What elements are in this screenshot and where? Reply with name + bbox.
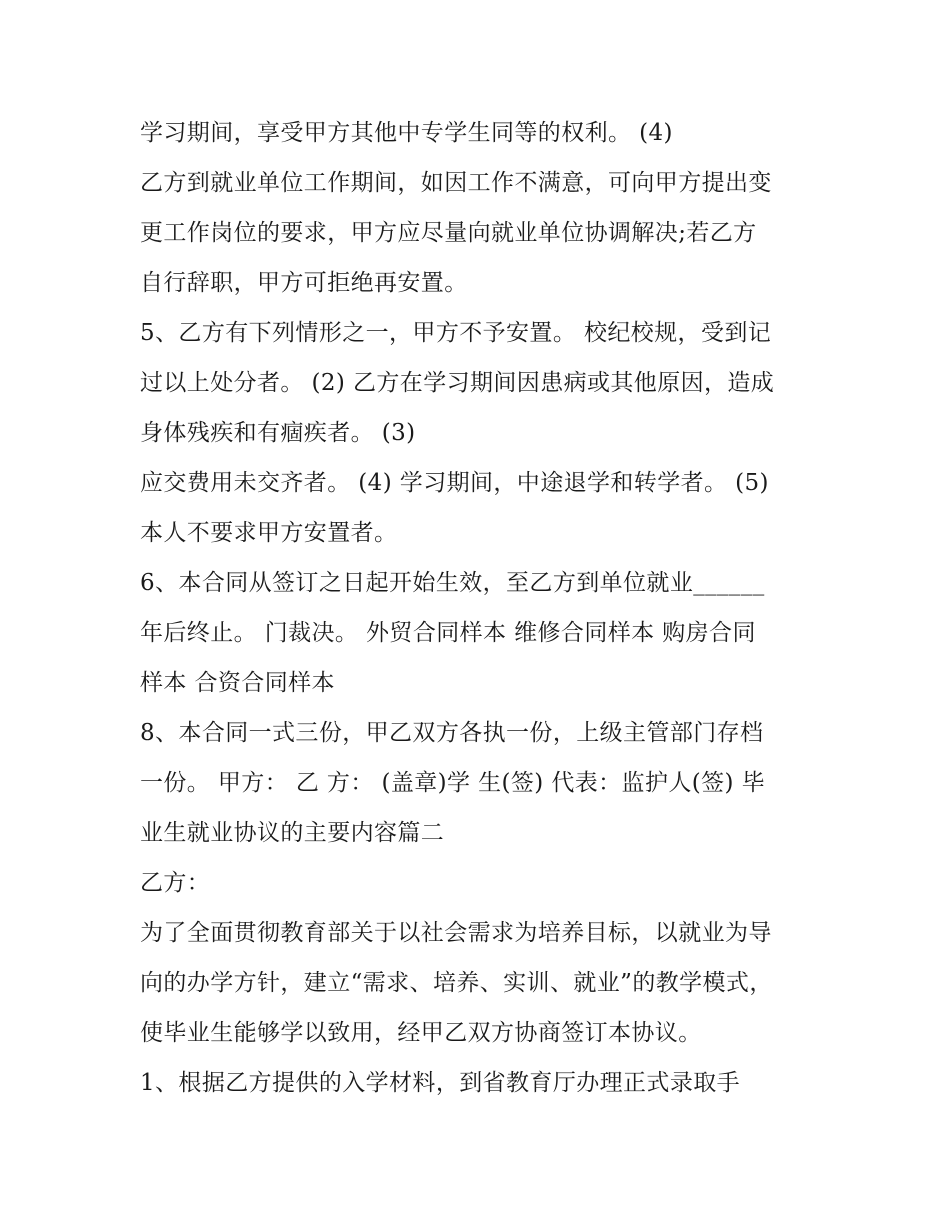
document-body [140,108,820,1108]
text-line: 乙方到就业单位工作期间，如因工作不满意，可向甲方提出变 [140,170,772,196]
text-line: 8、本合同一式三份，甲乙双方各执一份，上级主管部门存档 [140,720,764,746]
text-line: 业生就业协议的主要内容篇二 [140,820,445,846]
text-line: 一份。 甲方： 乙 方： (盖章)学 生(签) 代表：监护人(签) 毕 [140,770,766,796]
text-line: 年后终止。 门裁决。 外贸合同样本 维修合同样本 购房合同 [140,620,756,646]
text-line: 使毕业生能够学以致用，经甲乙双方协商签订本协议。 [140,1020,702,1046]
text-line: 1、根据乙方提供的入学材料，到省教育厅办理正式录取手 [140,1070,741,1096]
text-line: 5、乙方有下列情形之一，甲方不予安置。 校纪校规，受到记 [140,320,772,346]
text-line: 乙方： [140,870,211,896]
text-line: 自行辞职，甲方可拒绝再安置。 [140,270,468,296]
text-line: 样本 合资合同样本 [140,670,335,696]
text-line: 6、本合同从签订之日起开始生效，至乙方到单位就业______ [140,570,765,596]
text-line: 更工作岗位的要求，甲方应尽量向就业单位协调解决;若乙方 [140,220,757,246]
text-line: 为了全面贯彻教育部关于以社会需求为培养目标，以就业为导 [140,920,772,946]
text-line: 身体残疾和有痼疾者。 (3) [140,420,416,446]
text-line: 向的办学方针，建立“需求、培养、实训、就业”的教学模式， [140,970,773,996]
text-line: 本人不要求甲方安置者。 [140,520,398,546]
text-line: 过以上处分者。 (2) 乙方在学习期间因患病或其他原因，造成 [140,370,775,396]
text-line: 学习期间，享受甲方其他中专学生同等的权利。 (4) [140,120,673,146]
text-line: 应交费用未交齐者。 (4) 学习期间，中途退学和转学者。 (5) [140,470,769,496]
